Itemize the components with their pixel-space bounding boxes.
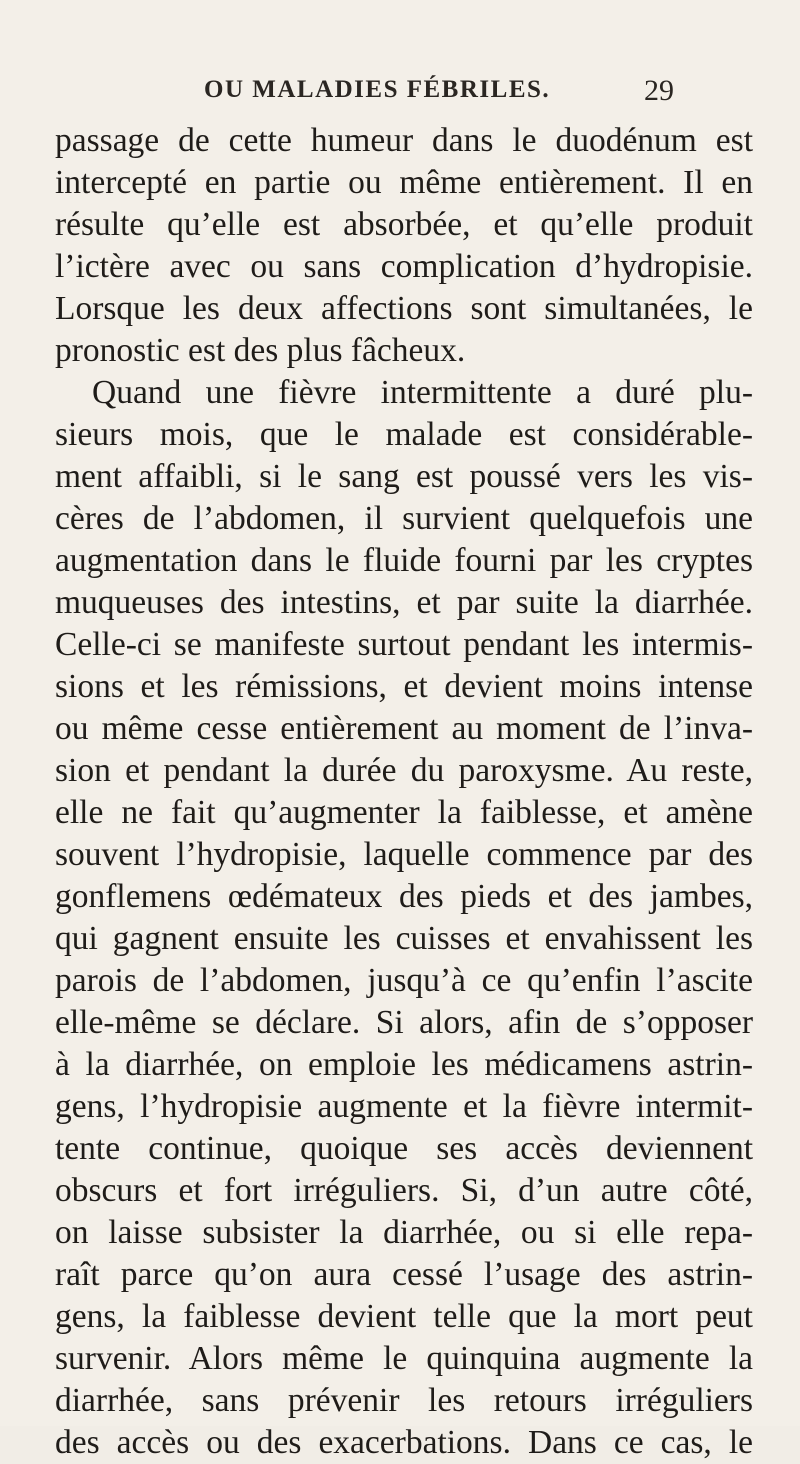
text-line: survenir. Alors même le quinquina augmente la	[55, 1340, 753, 1377]
text-line: augmentation dans le fluide fourni par les cryptes	[55, 542, 753, 579]
text-line: Quand une fièvre intermittente a duré plu-	[92, 374, 753, 411]
text-line: elle-même se déclare. Si alors, afin de s’opposer	[55, 1004, 753, 1041]
text-line: raît parce qu’on aura cessé l’usage des astrin-	[55, 1256, 753, 1293]
text-line: qui gagnent ensuite les cuisses et envahissent les	[55, 920, 753, 957]
text-line: gens, la faiblesse devient telle que la mort peut	[55, 1298, 753, 1335]
text-line: sions et les rémissions, et devient moins intense	[55, 668, 753, 705]
text-line: souvent l’hydropisie, laquelle commence par des	[55, 836, 753, 873]
text-line: passage de cette humeur dans le duodénum est	[55, 122, 753, 159]
text-line: cères de l’abdomen, il survient quelquefois une	[55, 500, 753, 537]
text-line: des accès ou des exacerbations. Dans ce cas, le	[55, 1424, 753, 1461]
text-line: ou même cesse entièrement au moment de l’inva-	[55, 710, 753, 747]
text-line: Lorsque les deux affections sont simultanées, le	[55, 290, 753, 327]
text-line: gonflemens œdémateux des pieds et des jambes,	[55, 878, 753, 915]
running-head: OU MALADIES FÉBRILES.	[204, 76, 551, 103]
page-header	[204, 76, 674, 116]
text-line: gens, l’hydropisie augmente et la fièvre intermit-	[55, 1088, 753, 1125]
text-line: diarrhée, sans prévenir les retours irréguliers	[55, 1382, 753, 1419]
text-line: sion et pendant la durée du paroxysme. Au reste,	[55, 752, 753, 789]
text-line: résulte qu’elle est absorbée, et qu’elle produit	[55, 206, 753, 243]
text-line: à la diarrhée, on emploie les médicamens astrin-	[55, 1046, 753, 1083]
text-line: tente continue, quoique ses accès deviennent	[55, 1130, 753, 1167]
text-line: l’ictère avec ou sans complication d’hydropisie.	[55, 248, 753, 285]
text-line: ment affaibli, si le sang est poussé vers les vis-	[55, 458, 753, 495]
text-line: sieurs mois, que le malade est considérable-	[55, 416, 753, 453]
text-line: elle ne fait qu’augmenter la faiblesse, et amène	[55, 794, 753, 831]
text-line: intercepté en partie ou même entièrement. Il en	[55, 164, 753, 201]
text-line: pronostic est des plus fâcheux.	[55, 332, 466, 369]
text-line: Celle-ci se manifeste surtout pendant les intermis-	[55, 626, 753, 663]
text-line: muqueuses des intestins, et par suite la diarrhée.	[55, 584, 753, 621]
text-line: on laisse subsister la diarrhée, ou si elle repa-	[55, 1214, 753, 1251]
page-number: 29	[644, 74, 674, 107]
text-line: obscurs et fort irréguliers. Si, d’un autre côté,	[55, 1172, 753, 1209]
text-line: parois de l’abdomen, jusqu’à ce qu’enfin l’ascite	[55, 962, 753, 999]
